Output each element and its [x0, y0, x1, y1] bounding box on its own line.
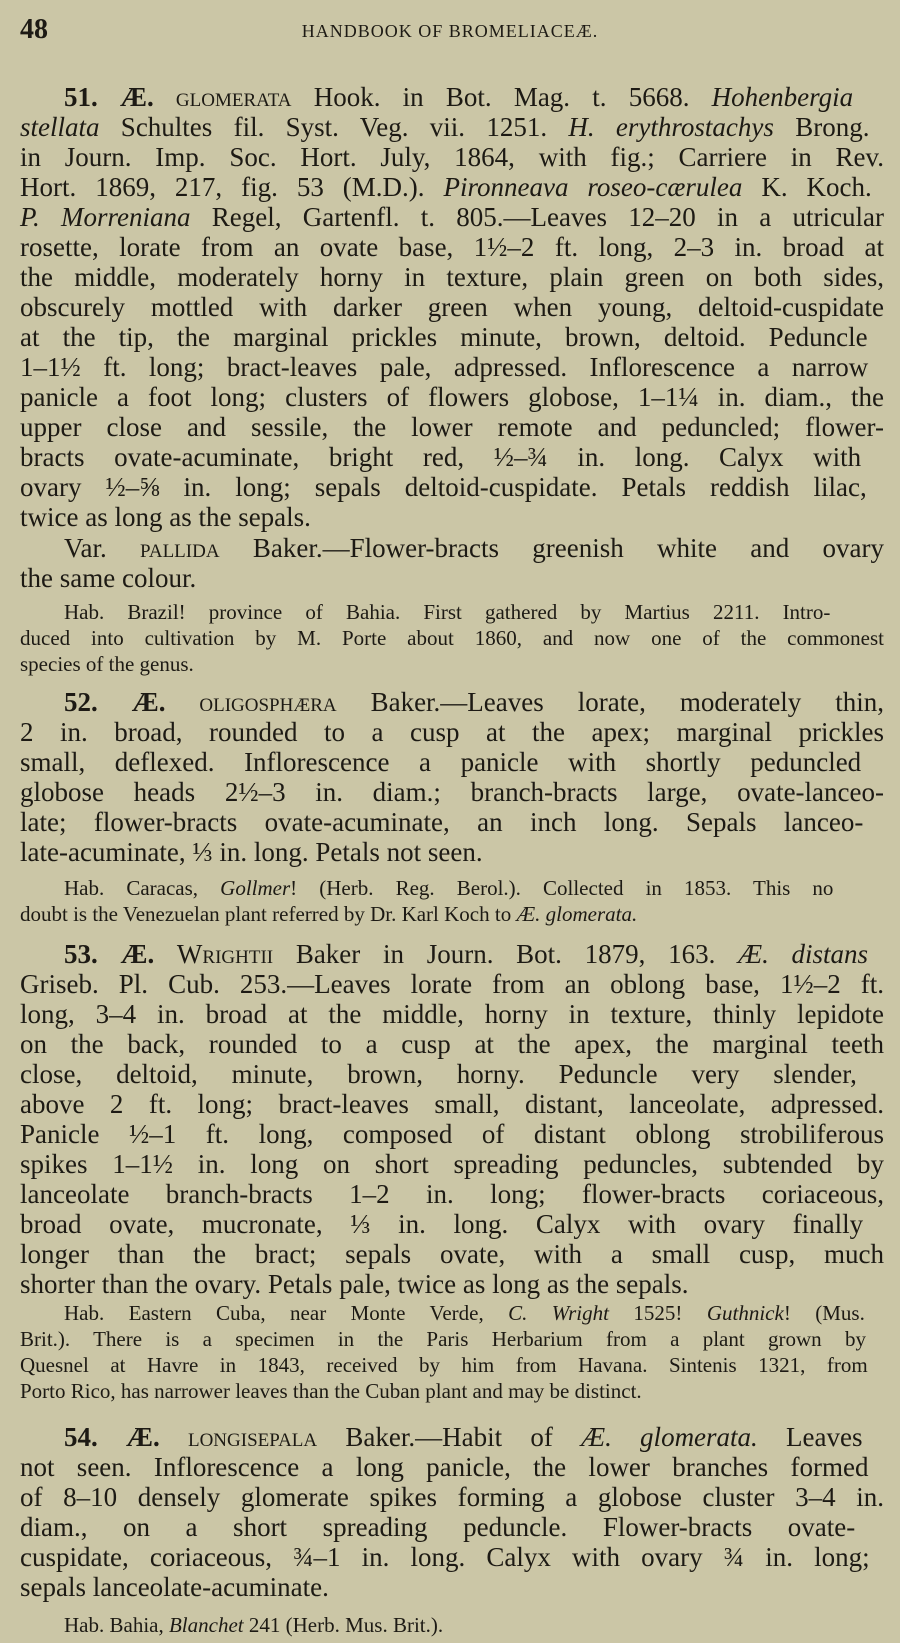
text-run: obscurely mottled with darker green when young, deltoid-cuspidate — [20, 292, 884, 322]
text-line — [20, 1179, 884, 1209]
text-line — [20, 1482, 884, 1512]
text-line-content — [64, 687, 884, 717]
text-run: Leaves — [757, 1422, 863, 1452]
text-run: sepals lanceolate-acuminate. — [20, 1572, 329, 1602]
text-run: close, deltoid, minute, brown, horny. Peduncle very slender, — [20, 1059, 857, 1089]
text-run: upper close and sessile, the lower remote and peduncled; flower- — [20, 412, 884, 442]
text-line — [20, 202, 884, 232]
text-run: Panicle ½–1 ft. long, composed of distant oblong strobiliferous — [20, 1119, 884, 1149]
text-line — [20, 1209, 884, 1239]
small-caps-run: oligosphæra — [199, 687, 337, 717]
text-run: spikes 1–1½ in. long on short spreading peduncles, subtended by — [20, 1149, 884, 1179]
species-entry-54 — [20, 1422, 884, 1602]
text-run: diam., on a short spreading peduncle. Flower-bracts ovate- — [20, 1512, 856, 1542]
text-line — [20, 502, 884, 532]
text-line — [20, 262, 884, 292]
text-line — [20, 1059, 884, 1089]
text-line-content — [20, 747, 861, 777]
text-line — [20, 172, 884, 202]
text-run: broad ovate, mucronate, ⅓ in. long. Calyx with ovary finally — [20, 1209, 864, 1239]
text-run: Hab. Bahia, — [64, 1613, 169, 1637]
entry-number: 54. Æ. — [64, 1422, 188, 1452]
text-run: Baker in Journ. Bot. 1879, 163. — [273, 939, 739, 969]
text-line-content — [64, 599, 830, 625]
text-run: Brong. — [773, 112, 870, 142]
text-line — [20, 412, 884, 442]
text-run: Regel, Gartenfl. t. 805.—Leaves 12–20 in a utricular — [190, 202, 884, 232]
text-line-content — [20, 1326, 866, 1352]
text-run: small, deflexed. Inflorescence a panicle with shortly peduncled — [20, 747, 862, 777]
small-caps-run: glomerata — [175, 82, 292, 112]
text-line — [20, 599, 884, 625]
text-line — [20, 1239, 884, 1269]
italic-run: Æ. glomerata. — [581, 1422, 758, 1452]
text-run: panicle a foot long; clusters of flowers globose, 1–1¼ in. diam., the — [20, 382, 884, 412]
text-line-content — [20, 1512, 855, 1542]
text-line-content — [20, 777, 884, 807]
small-caps-run: longisepala — [187, 1422, 318, 1452]
text-run: bracts ovate-acuminate, bright red, ½–¾ in. long. Calyx with — [20, 442, 862, 472]
text-line — [20, 901, 884, 927]
text-line-content — [20, 563, 196, 593]
text-line — [20, 687, 884, 717]
text-line-content — [20, 717, 884, 747]
variety-pallida — [20, 533, 884, 593]
text-run: 1525! — [608, 1301, 707, 1325]
text-line-content — [64, 875, 833, 901]
text-run: K. Koch. — [742, 172, 872, 202]
species-entry-51 — [20, 82, 884, 532]
text-run: duced into cultivation by M. Porte about 1860, and now one of the commonest — [20, 626, 884, 650]
text-line-content — [20, 232, 884, 262]
text-run: Hort. 1869, 217, fig. 53 (M.D.). — [20, 172, 444, 202]
text-run: Schultes fil. Syst. Veg. vii. 1251. — [99, 112, 569, 142]
text-line — [20, 1612, 884, 1638]
text-line — [20, 472, 884, 502]
small-caps-run: Wrightii — [176, 939, 274, 969]
text-line-content — [20, 1149, 884, 1179]
text-run: Var. — [64, 533, 141, 563]
text-run: Baker.—Habit of — [317, 1422, 582, 1452]
text-run: rosette, lorate from an ovate base, 1½–2 ft. long, 2–3 in. broad at — [20, 232, 884, 262]
text-run: in Journ. Imp. Soc. Hort. July, 1864, with fig.; Carriere in Rev. — [20, 142, 884, 172]
entry-number: 52. Æ. — [64, 687, 200, 717]
text-line — [20, 352, 884, 382]
habitat-note-52 — [20, 875, 884, 927]
text-line — [20, 1422, 884, 1452]
text-run: longer than the bract; sepals ovate, with a small cusp, much — [20, 1239, 884, 1269]
text-line — [20, 1352, 884, 1378]
text-line-content — [20, 625, 884, 651]
text-line-content — [20, 1352, 868, 1378]
text-run: twice as long as the sepals. — [20, 502, 311, 532]
text-line — [20, 1300, 884, 1326]
text-line-content — [20, 112, 869, 142]
entry-number: 51. Æ. — [64, 82, 176, 112]
text-line — [20, 112, 884, 142]
text-line — [20, 837, 884, 867]
text-run: cuspidate, coriaceous, ¾–1 in. long. Calyx with ovary ¾ in. long; — [20, 1542, 870, 1572]
species-entry-52 — [20, 687, 884, 867]
text-run: the middle, moderately horny in texture, plain green on both sides, — [20, 262, 884, 292]
text-line-content — [20, 502, 311, 532]
text-run: not seen. Inflorescence a long panicle, the lower branches formed — [20, 1452, 869, 1482]
text-line-content — [20, 651, 194, 677]
text-line-content — [20, 1482, 884, 1512]
text-line-content — [20, 1119, 884, 1149]
text-line — [20, 322, 884, 352]
text-line — [20, 232, 884, 262]
text-run: Griseb. Pl. Cub. 253.—Leaves lorate from an oblong base, 1½–2 ft. — [20, 969, 884, 999]
text-run: lanceolate branch-bracts 1–2 in. long; flower-bracts coriaceous, — [20, 1179, 884, 1209]
text-run: 241 (Herb. Mus. Brit.). — [243, 1613, 444, 1637]
text-run: Baker.—Flower-bracts greenish white and ovary — [219, 533, 884, 563]
text-run: Baker.—Leaves lorate, moderately thin, — [336, 687, 885, 717]
text-line-content — [20, 202, 884, 232]
text-line-content — [20, 1209, 863, 1239]
italic-run: stellata — [20, 112, 100, 142]
small-caps-run: pallida — [140, 533, 220, 563]
text-line-content — [20, 472, 867, 502]
italic-run: Blanchet — [168, 1613, 244, 1637]
text-line — [20, 1572, 884, 1602]
text-run: Hab. Eastern Cuba, near Monte Verde, — [64, 1301, 509, 1325]
text-line — [20, 807, 884, 837]
text-line-content — [20, 807, 863, 837]
text-run: ! (Mus. — [783, 1301, 865, 1325]
text-line — [20, 1326, 884, 1352]
entry-number: 53. Æ. — [64, 939, 177, 969]
habitat-note-53 — [20, 1300, 884, 1404]
text-line — [20, 142, 884, 172]
text-line-content — [20, 1452, 868, 1482]
text-line-content — [20, 1378, 642, 1404]
text-line — [20, 717, 884, 747]
text-line-content — [64, 939, 868, 969]
text-line-content — [20, 172, 872, 202]
text-line — [20, 1029, 884, 1059]
text-line-content — [20, 837, 483, 867]
text-line — [20, 1149, 884, 1179]
italic-run: Guthnick — [706, 1301, 784, 1325]
text-line — [20, 1378, 884, 1404]
text-line-content — [20, 142, 884, 172]
text-line-content — [20, 382, 884, 412]
species-entry-53 — [20, 939, 884, 1299]
text-line-content — [20, 1572, 329, 1602]
italic-run: C. Wright — [508, 1301, 609, 1325]
italic-run: Gollmer — [220, 876, 291, 900]
text-line-content — [20, 352, 868, 382]
text-line — [20, 777, 884, 807]
text-line-content — [20, 412, 884, 442]
text-run: 2 in. broad, rounded to a cusp at the apex; marginal prickles — [20, 717, 884, 747]
text-run: above 2 ft. long; bract-leaves small, distant, lanceolate, adpressed. — [20, 1089, 884, 1119]
text-line — [20, 625, 884, 651]
text-run: on the back, rounded to a cusp at the apex, the marginal teeth — [20, 1029, 884, 1059]
text-line-content — [64, 82, 853, 112]
text-line — [20, 1542, 884, 1572]
text-run: Hook. in Bot. Mag. t. 5668. — [291, 82, 712, 112]
italic-run: Hohenbergia — [711, 82, 854, 112]
text-run: ! (Herb. Reg. Berol.). Collected in 1853. This no — [290, 876, 834, 900]
text-line — [20, 1512, 884, 1542]
text-run: Quesnel at Havre in 1843, received by him from Havana. Sintenis 1321, from — [20, 1353, 868, 1377]
text-line — [20, 82, 884, 112]
text-run: ovary ½–⅝ in. long; sepals deltoid-cuspidate. Petals reddish lilac, — [20, 472, 867, 502]
text-line-content — [20, 262, 884, 292]
text-line-content — [20, 1029, 884, 1059]
italic-run: P. Morreniana — [20, 202, 191, 232]
text-line-content — [20, 1059, 857, 1089]
text-line — [20, 999, 884, 1029]
text-line-content — [20, 442, 861, 472]
text-line — [20, 1269, 884, 1299]
text-line — [20, 939, 884, 969]
text-run: Brit.). There is a specimen in the Paris Herbarium from a plant grown by — [20, 1327, 866, 1351]
text-run: long, 3–4 in. broad at the middle, horny in texture, thinly lepidote — [20, 999, 884, 1029]
text-line-content — [64, 1422, 863, 1452]
text-line — [20, 563, 884, 593]
text-line-content — [64, 1300, 865, 1326]
text-line — [20, 442, 884, 472]
text-line-content — [20, 1089, 884, 1119]
italic-run: Pironneava roseo-cærulea — [443, 172, 743, 202]
text-line-content — [20, 1179, 884, 1209]
text-line-content — [64, 533, 884, 563]
text-line — [20, 1089, 884, 1119]
text-line — [20, 1119, 884, 1149]
text-line — [20, 651, 884, 677]
text-run: Porto Rico, has narrower leaves than the Cuban plant and may be distinct. — [20, 1379, 642, 1403]
running-title: HANDBOOK OF BROMELIACEÆ. — [301, 21, 599, 41]
italic-run: Æ. distans — [738, 939, 869, 969]
text-run: the same colour. — [20, 563, 197, 593]
text-run: species of the genus. — [20, 652, 194, 676]
habitat-note-54 — [20, 1612, 884, 1638]
text-line-content — [20, 901, 637, 927]
text-run: globose heads 2½–3 in. diam.; branch-bracts large, ovate-lanceo- — [20, 777, 884, 807]
page-number: 48 — [20, 14, 48, 45]
text-run: at the tip, the marginal prickles minute, brown, deltoid. Peduncle — [20, 322, 868, 352]
text-run: Hab. Caracas, — [64, 876, 221, 900]
text-line-content — [20, 292, 884, 322]
text-line-content — [20, 999, 884, 1029]
text-line — [20, 1452, 884, 1482]
text-line — [20, 382, 884, 412]
text-run: doubt is the Venezuelan plant referred by Dr. Karl Koch to — [20, 902, 517, 926]
text-run: late; flower-bracts ovate-acuminate, an inch long. Sepals lanceo- — [20, 807, 864, 837]
text-line-content — [20, 969, 884, 999]
italic-run: Æ. glomerata. — [516, 902, 638, 926]
text-run: late-acuminate, ⅓ in. long. Petals not seen. — [20, 837, 483, 867]
text-run: of 8–10 densely glomerate spikes forming a globose cluster 3–4 in. — [20, 1482, 884, 1512]
text-line-content — [20, 1239, 884, 1269]
italic-run: H. erythrostachys — [568, 112, 774, 142]
text-run: shorter than the ovary. Petals pale, twice as long as the sepals. — [20, 1269, 689, 1299]
text-line-content — [64, 1612, 443, 1638]
text-run: 1–1½ ft. long; bract-leaves pale, adpressed. Inflorescence a narrow — [20, 352, 869, 382]
text-line-content — [20, 322, 868, 352]
text-line — [20, 969, 884, 999]
text-line — [20, 292, 884, 322]
text-line-content — [20, 1269, 689, 1299]
text-line — [20, 747, 884, 777]
text-line-content — [20, 1542, 870, 1572]
text-line — [20, 533, 884, 563]
habitat-note-51 — [20, 599, 884, 677]
text-run: Hab. Brazil! province of Bahia. First gathered by Martius 2211. Intro- — [64, 600, 831, 624]
text-line — [20, 875, 884, 901]
